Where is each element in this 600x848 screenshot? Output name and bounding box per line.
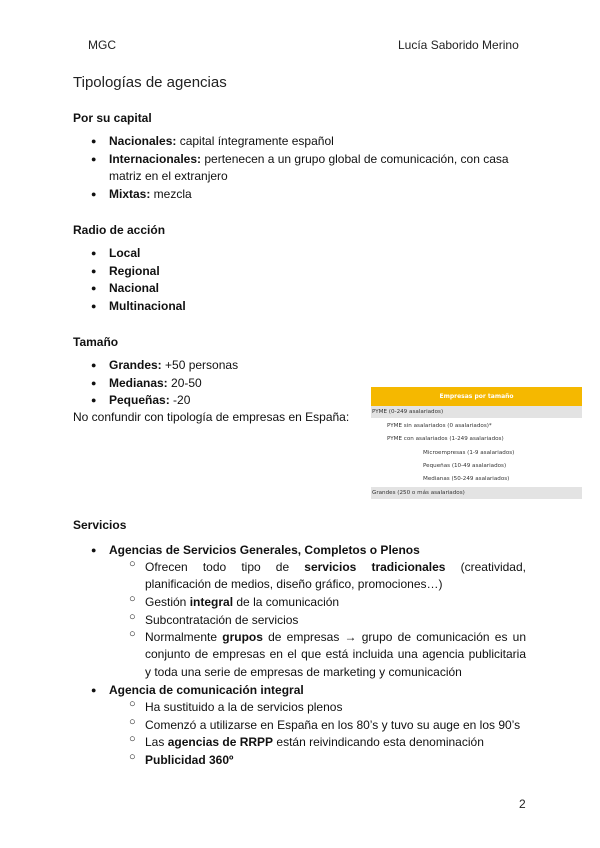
list-item-cont: matriz en el extranjero [109,169,228,183]
page-number: 2 [519,797,526,811]
table-row: PYME sin asalariados (0 asalariados)* [387,423,492,429]
bullet-icon: ● [91,360,97,370]
sub-item-cont: conjunto de empresas en el que está incluida una agencia publicitaria [145,647,526,661]
table-row: PYME (0-249 asalariados) [371,406,582,418]
list-item: Nacional [109,281,160,295]
sub-item: Ha sustituido a la de servicios plenos [145,700,343,714]
circle-bullet-icon: ○ [129,698,136,710]
bullet-icon: ● [91,154,97,164]
header-right: Lucía Saborido Merino [398,38,519,52]
list-item: Pequeñas: -20 [109,393,191,407]
table-row: Pequeñas (10-49 asalariados) [423,463,507,469]
page-title: Tipologías de agencias [73,74,227,91]
tipologia-note: No confundir con tipología de empresas en España: [73,410,350,424]
circle-bullet-icon: ○ [129,716,136,728]
list-item: Local [109,246,141,260]
list-item: Multinacional [109,299,186,313]
sub-item-cont: y toda una serie de empresas de marketing y comunicación [145,665,462,679]
list-item: Grandes: +50 personas [109,358,239,372]
table-row: Grandes (250 o más asalariados) [371,487,582,499]
header-left: MGC [88,38,116,52]
circle-bullet-icon: ○ [129,733,136,745]
bullet-icon: ● [91,283,97,293]
section-heading-capital: Por su capital [73,111,152,125]
list-item: Regional [109,264,160,278]
bullet-icon: ● [91,248,97,258]
bullet-icon: ● [91,266,97,276]
table-header: Empresas por tamaño [371,387,582,406]
list-item: Mixtas: mezcla [109,187,192,201]
bullet-icon: ● [91,301,97,311]
table-row: PYME con asalariados (1-249 asalariados) [387,436,504,442]
list-item: Internacionales: pertenecen a un grupo global de comunicación, con casa [109,152,509,166]
list-item: Agencia de comunicación integral [109,683,304,697]
bullet-icon: ● [91,378,97,388]
bullet-icon: ● [91,395,97,405]
sub-item: Normalmente grupos de empresas → grupo de comunicación es un [145,630,527,644]
section-heading-tamano: Tamaño [73,335,119,349]
circle-bullet-icon: ○ [129,593,136,605]
bullet-icon: ● [91,545,97,555]
section-heading-radio: Radio de acción [73,223,166,237]
circle-bullet-icon: ○ [129,628,136,640]
bullet-icon: ● [91,189,97,199]
company-size-table [371,387,582,501]
table-row: Microempresas (1-9 asalariados) [423,450,515,456]
sub-item: Subcontratación de servicios [145,613,299,627]
list-item: Agencias de Servicios Generales, Completos o Plenos [109,543,420,557]
sub-item: Las agencias de RRPP están reivindicando esta denominación [145,735,484,749]
sub-item: Ofrecen todo tipo de servicios tradicionales (creatividad, [145,560,526,574]
section-heading-servicios: Servicios [73,518,127,532]
bullet-icon: ● [91,136,97,146]
sub-item: Publicidad 360º [145,753,234,767]
list-item: Nacionales: capital íntegramente español [109,134,334,148]
circle-bullet-icon: ○ [129,751,136,763]
list-item: Medianas: 20-50 [109,376,202,390]
bullet-icon: ● [91,685,97,695]
circle-bullet-icon: ○ [129,611,136,623]
sub-item: Comenzó a utilizarse en España en los 80’s y tuvo su auge en los 90’s [145,718,521,732]
sub-item: Gestión integral de la comunicación [145,595,340,609]
circle-bullet-icon: ○ [129,558,136,570]
table-row: Medianas (50-249 asalariados) [423,476,510,482]
sub-item-cont: planificación de medios, diseño gráfico, promociones…) [145,577,443,591]
